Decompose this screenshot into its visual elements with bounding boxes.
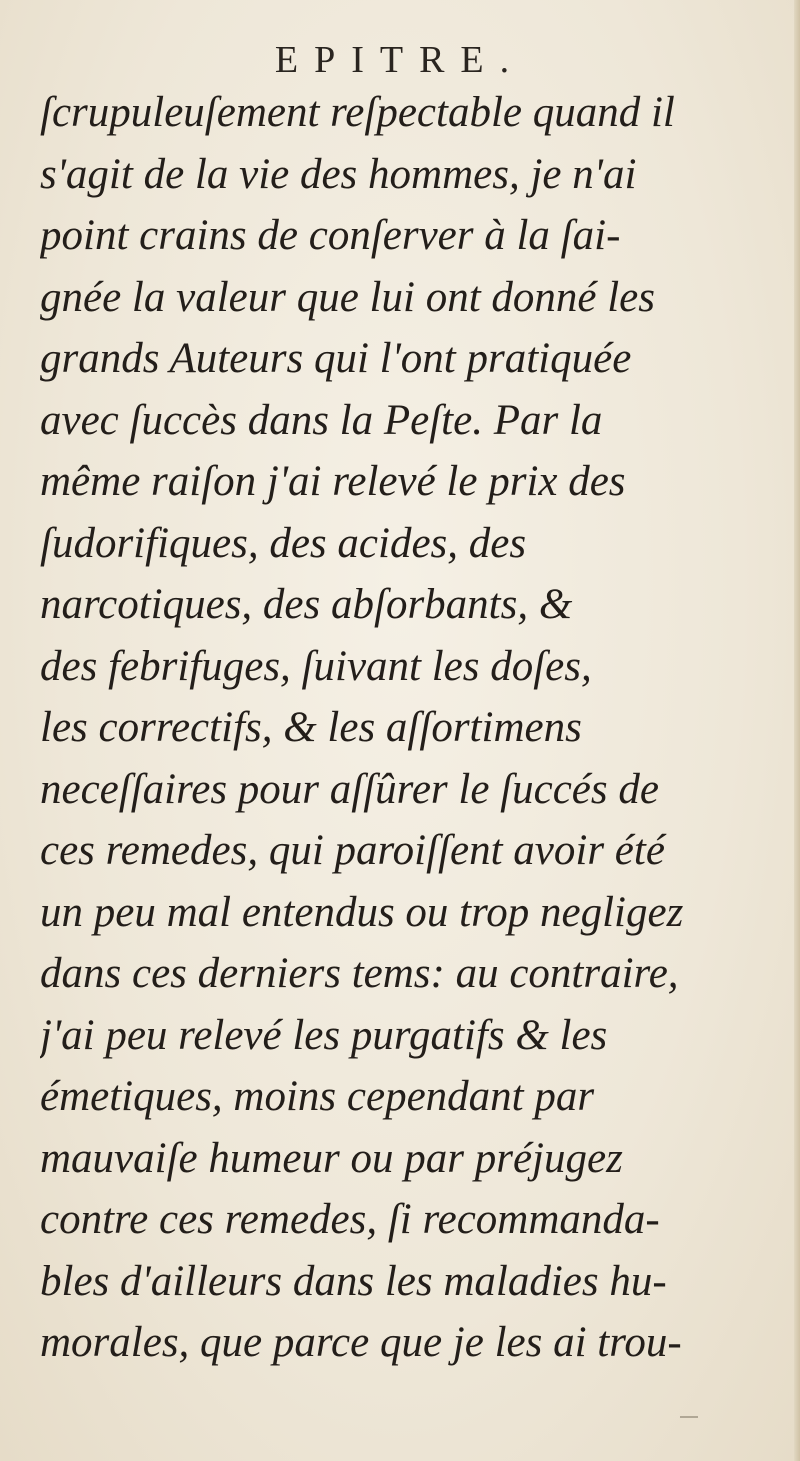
text-line: neceſſaires pour aſſûrer le ſuccés de xyxy=(40,765,659,813)
page-edge xyxy=(794,0,800,1461)
running-title: EPITRE. xyxy=(274,39,526,81)
text-line: émetiques, moins cependant par xyxy=(40,1073,595,1120)
text-line: j'ai peu relevé les purgatifs & les xyxy=(40,1011,608,1059)
body-text xyxy=(40,82,780,1374)
text-line: morales, que parce que je les ai trou- xyxy=(40,1319,682,1366)
text-line: narcotiques, des abſorbants, & xyxy=(40,581,573,628)
text-line: ſcrupuleuſement reſpectable quand il xyxy=(40,89,675,136)
text-line: bles d'ailleurs dans les maladies hu- xyxy=(40,1257,667,1305)
text-line: un peu mal entendus ou trop negligez xyxy=(40,888,684,936)
text-line: mauvaiſe humeur ou par préjugez xyxy=(40,1134,623,1182)
text-line: ces remedes, qui paroiſſent avoir été xyxy=(40,827,665,874)
text-line: gnée la valeur que lui ont donné les xyxy=(40,273,655,321)
text-line: ſudorifiques, des acides, des xyxy=(40,519,527,567)
text-line: les correctifs, & les aſſortimens xyxy=(40,704,582,751)
text-line: même raiſon j'ai relevé le prix des xyxy=(40,458,626,505)
text-line: des febrifuges, ſuivant les doſes, xyxy=(40,642,592,690)
text-line: contre ces remedes, ſi recommanda- xyxy=(40,1196,660,1243)
ink-mark xyxy=(680,1416,698,1418)
text-line: dans ces derniers tems: au contraire, xyxy=(40,950,679,997)
text-line: s'agit de la vie des hommes, je n'ai xyxy=(40,150,637,198)
text-line: grands Auteurs qui l'ont pratiquée xyxy=(40,335,632,382)
text-line: avec ſuccès dans la Peſte. Par la xyxy=(40,396,603,444)
text-line: point crains de conſerver à la ſai- xyxy=(40,212,621,259)
